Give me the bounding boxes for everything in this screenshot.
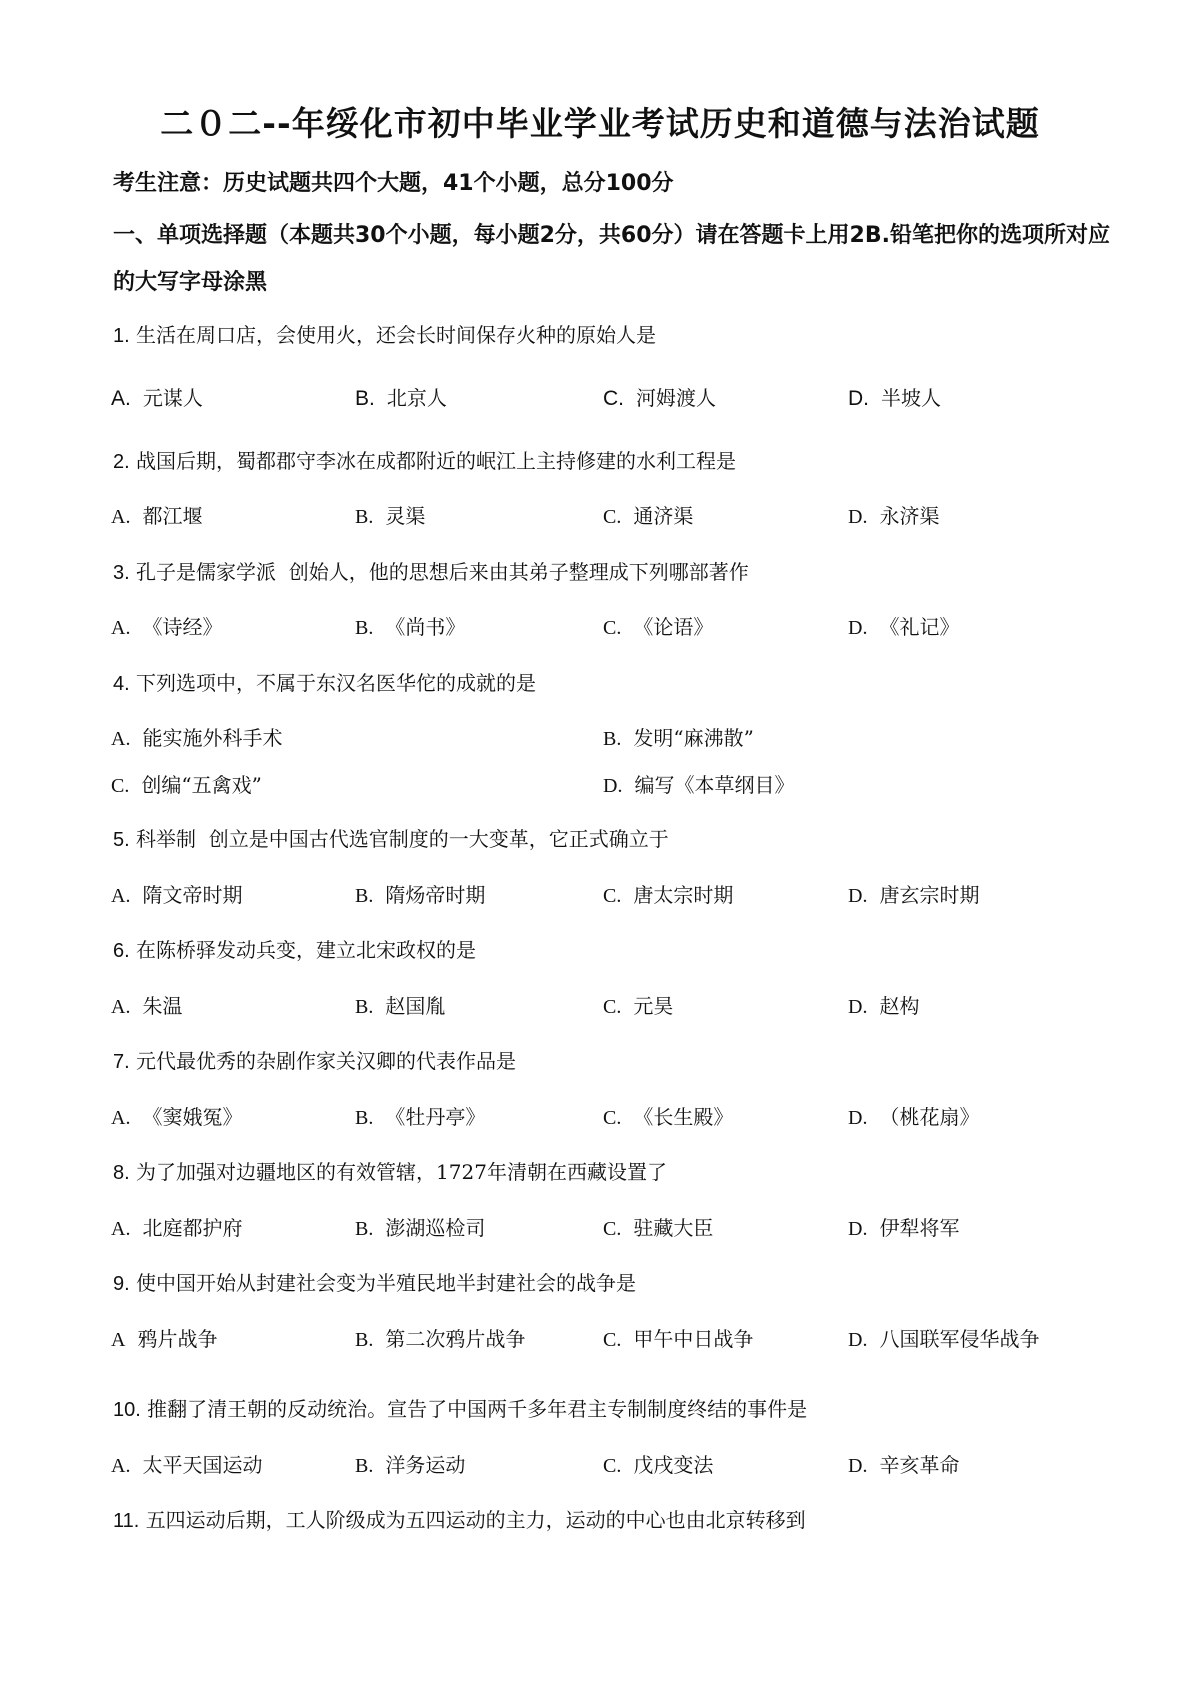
option-b [355, 1449, 465, 1478]
option-letter: D. [848, 885, 868, 907]
option-text: 永济渠 [879, 504, 940, 528]
option-a [111, 611, 222, 640]
option-text: 编写《本草纲目》 [634, 773, 795, 797]
option-letter: A. [111, 1107, 131, 1129]
section-heading: 一、单项选择题（本题共30个小题，每小题2分，共60分）请在答题卡上用2B.铅笔把你的选项所对应的大写字母涂黑 [113, 223, 1110, 295]
question-number: 2. [113, 451, 130, 473]
question-number: 11. [113, 1510, 140, 1532]
option-text: 发明“麻沸散” [633, 726, 754, 750]
option-text: 伊犁将军 [879, 1216, 960, 1240]
option-c [603, 382, 716, 411]
option-letter: B. [355, 387, 375, 410]
option-c [603, 500, 693, 529]
option-d [848, 1323, 1039, 1352]
option-text: 元谋人 [142, 386, 203, 410]
option-c [603, 1449, 713, 1478]
option-a [111, 382, 203, 411]
option-text: 赵构 [879, 994, 920, 1018]
question-9 [113, 1267, 636, 1296]
option-letter: B. [355, 1329, 374, 1351]
option-d [848, 500, 939, 529]
question-number: 1. [113, 325, 130, 347]
question-text: 在陈桥驿发动兵变，建立北宋政权的是 [136, 938, 477, 962]
question-text: 推翻了清王朝的反动统治。宣告了中国两千多年君主专制制度终结的事件是 [147, 1397, 808, 1421]
option-d [848, 382, 941, 411]
option-text: 《礼记》 [879, 615, 960, 639]
option-letter: B. [355, 506, 374, 528]
question-number: 9. [113, 1273, 130, 1295]
option-a [111, 1212, 242, 1241]
option-d [848, 1101, 979, 1130]
option-text: 《牡丹亭》 [385, 1105, 486, 1129]
option-b [355, 500, 425, 529]
question-number: 8. [113, 1162, 130, 1184]
option-letter: B. [355, 1218, 374, 1240]
question-text: 下列选项中，不属于东汉名医华佗的成就的是 [136, 671, 537, 695]
question-number: 10. [113, 1399, 141, 1421]
option-letter: B. [355, 1107, 374, 1129]
option-text: 驻藏大臣 [633, 1216, 714, 1240]
option-d [603, 769, 794, 798]
option-c [603, 1212, 713, 1241]
question-1 [113, 319, 656, 348]
question-7 [113, 1045, 516, 1074]
option-letter: D. [848, 387, 869, 410]
option-letter: C. [603, 1218, 622, 1240]
option-text: 澎湖巡检司 [385, 1216, 486, 1240]
question-number: 5. [113, 829, 130, 851]
option-letter: A. [111, 1218, 131, 1240]
option-a [111, 722, 282, 751]
question-text: 元代最优秀的杂剧作家关汉卿的代表作品是 [136, 1049, 517, 1073]
option-text: 能实施外科手术 [142, 726, 283, 750]
option-letter: A. [111, 506, 131, 528]
question-11 [113, 1504, 806, 1533]
option-text: 都江堰 [142, 504, 203, 528]
question-text: 战国后期，蜀都郡守李冰在成都附近的岷江上主持修建的水利工程是 [136, 449, 737, 473]
option-c [603, 879, 733, 908]
option-text: 《诗经》 [142, 615, 223, 639]
question-text: 使中国开始从封建社会变为半殖民地半封建社会的战争是 [136, 1271, 637, 1295]
option-a [111, 1449, 262, 1478]
option-b [603, 722, 754, 751]
option-text: 隋文帝时期 [142, 883, 243, 907]
option-c [603, 611, 713, 640]
option-b [355, 990, 445, 1019]
option-letter: A. [111, 996, 131, 1018]
option-d [848, 1212, 959, 1241]
option-b [355, 1323, 525, 1352]
option-letter: C. [603, 996, 622, 1018]
option-letter: D. [848, 1107, 868, 1129]
question-10 [113, 1393, 807, 1422]
question-number: 6. [113, 940, 130, 962]
option-b [355, 611, 465, 640]
question-6 [113, 934, 476, 963]
option-a [111, 500, 202, 529]
option-text: 赵国胤 [385, 994, 446, 1018]
question-text: 科举制 创立是中国古代选官制度的一大变革，它正式确立于 [136, 827, 669, 851]
option-text: 戊戌变法 [633, 1453, 714, 1477]
option-letter: C. [603, 387, 624, 410]
option-letter: C. [603, 506, 622, 528]
option-b [355, 1101, 485, 1130]
option-c [603, 1101, 733, 1130]
option-letter: D. [848, 506, 868, 528]
option-text: 甲午中日战争 [633, 1327, 754, 1351]
question-text: 为了加强对边疆地区的有效管辖，1727年清朝在西藏设置了 [136, 1160, 667, 1184]
option-b [355, 1212, 485, 1241]
option-text: 隋炀帝时期 [385, 883, 486, 907]
option-letter: A. [111, 728, 131, 750]
option-a [111, 879, 242, 908]
question-5 [113, 823, 669, 852]
option-letter: D. [848, 1455, 868, 1477]
question-8 [113, 1156, 667, 1185]
option-letter: B. [355, 617, 374, 639]
option-letter: B. [355, 1455, 374, 1477]
option-a [111, 1323, 217, 1352]
option-letter: C. [603, 1107, 622, 1129]
question-text: 五四运动后期，工人阶级成为五四运动的主力，运动的中心也由北京转移到 [145, 1508, 806, 1532]
option-letter: C. [603, 885, 622, 907]
option-letter: A [111, 1329, 126, 1351]
question-number: 7. [113, 1051, 130, 1073]
option-text: 唐玄宗时期 [879, 883, 980, 907]
question-4 [113, 667, 536, 696]
option-letter: D. [848, 1218, 868, 1240]
option-text: 八国联军侵华战争 [879, 1327, 1040, 1351]
option-letter: C. [111, 775, 130, 797]
option-d [848, 611, 959, 640]
option-letter: C. [603, 1455, 622, 1477]
option-d [848, 1449, 959, 1478]
option-letter: A. [111, 885, 131, 907]
option-c [603, 1323, 753, 1352]
question-3 [113, 556, 749, 585]
option-a [111, 1101, 242, 1130]
option-text: 通济渠 [633, 504, 694, 528]
question-text: 生活在周口店，会使用火，还会长时间保存火种的原始人是 [136, 323, 657, 347]
question-2 [113, 445, 736, 474]
option-d [848, 879, 979, 908]
question-number: 4. [113, 673, 130, 695]
option-text: 半坡人 [881, 386, 941, 410]
option-text: 辛亥革命 [879, 1453, 960, 1477]
option-text: 元昊 [633, 994, 674, 1018]
option-b [355, 382, 447, 411]
option-text: 灵渠 [385, 504, 426, 528]
option-text: 第二次鸦片战争 [385, 1327, 526, 1351]
option-text: 《论语》 [633, 615, 714, 639]
option-d [848, 990, 919, 1019]
option-text: 北庭都护府 [142, 1216, 243, 1240]
option-letter: D. [603, 775, 623, 797]
option-letter: A. [111, 617, 131, 639]
question-number: 3. [113, 562, 130, 584]
page-title: 二０二--年绥化市初中毕业学业考试历史和道德与法治试题 [160, 104, 1040, 143]
option-text: 朱温 [142, 994, 183, 1018]
option-text: 《尚书》 [385, 615, 466, 639]
option-b [355, 879, 485, 908]
option-letter: C. [603, 1329, 622, 1351]
option-letter: A. [111, 1455, 131, 1477]
option-letter: B. [355, 885, 374, 907]
option-text: 《窦娥冤》 [142, 1105, 243, 1129]
option-text: 太平天国运动 [142, 1453, 263, 1477]
option-letter: D. [848, 617, 868, 639]
option-text: 鸦片战争 [137, 1327, 218, 1351]
option-a [111, 990, 182, 1019]
option-text: 《长生殿》 [633, 1105, 734, 1129]
option-letter: B. [355, 996, 374, 1018]
question-text: 孔子是儒家学派 创始人，他的思想后来由其弟子整理成下列哪部著作 [136, 560, 749, 584]
option-letter: B. [603, 728, 622, 750]
option-letter: C. [603, 617, 622, 639]
option-c [111, 769, 262, 798]
option-text: 创编“五禽戏” [141, 773, 262, 797]
option-letter: A. [111, 387, 131, 410]
option-text: 河姆渡人 [636, 386, 716, 410]
option-text: （桃花扇》 [879, 1105, 980, 1129]
option-letter: D. [848, 1329, 868, 1351]
option-text: 洋务运动 [385, 1453, 466, 1477]
option-c [603, 990, 673, 1019]
candidate-notice: 考生注意：历史试题共四个大题，41个小题，总分100分 [113, 171, 674, 196]
option-text: 北京人 [386, 386, 447, 410]
option-letter: D. [848, 996, 868, 1018]
option-text: 唐太宗时期 [633, 883, 734, 907]
